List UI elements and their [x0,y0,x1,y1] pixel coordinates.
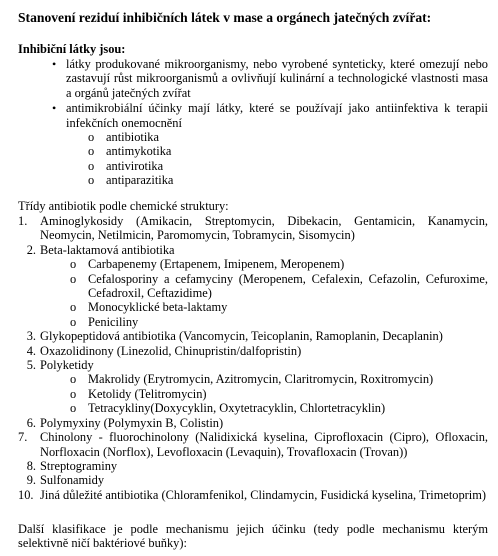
item-text: Aminoglykosidy (Amikacin, Streptomycin, Dibekacin, Gentamicin, Kanamycin, Neomycin, Netilmicin, Paromomycin, Tobramycin, Sisomycin) [40,214,488,243]
class-item [18,329,488,343]
item-text: Glykopeptidová antibiotika (Vancomycin, Teicoplanin, Ramoplanin, Decaplanin) [40,329,443,344]
item-number: 7. [18,430,28,445]
sub-item-text: Peniciliny [88,314,139,329]
class-item [18,473,488,487]
class-item [18,344,488,358]
circle-bullet-icon: o [70,386,77,401]
class-item [18,430,488,459]
footer-paragraph: Další klasifikace je podle mechanismu jejich účinku (tedy podle mechanismu kterým selektivně ničí baktériové buňky): [18,522,488,551]
sub-item-text: antimykotika [106,144,172,159]
inhibitors-bullet-item [18,57,488,100]
sub-item-text: Monocyklické beta-laktamy [88,300,228,315]
circle-bullet-icon: o [88,144,95,159]
class-sub-item [18,372,488,386]
item-number: 1. [18,214,28,228]
circle-bullet-icon: o [70,300,77,315]
item-number: 10. [18,487,34,502]
class-sub-item [18,272,488,301]
class-sub-item [18,401,488,415]
sub-item-text: Carbapenemy (Ertapenem, Imipenem, Meropenem) [88,257,345,272]
classes-heading: Třídy antibiotik podle chemické struktury: [18,199,229,213]
class-sub-item [18,257,488,271]
inhibitors-sub-item [18,173,488,187]
item-text: Streptograminy [40,458,118,473]
item-text: Chinolony - fluorochinolony (Nalidixická kyselina, Ciprofloxacin (Cipro), Ofloxacin, Norfloxacin (Norflox), Levofloxacin (Levaquin), Trovafloxacin (Trovan)) [40,430,488,459]
item-number: 4. [26,343,36,358]
sub-item-text: antibiotika [106,130,159,145]
item-number: 9. [26,473,36,488]
inhibitors-bullet-list [18,57,488,188]
class-item [18,416,488,430]
sub-item-text: antivirotika [106,158,164,173]
page-title: Stanovení reziduí inhibičních látek v mase a orgánech jatečných zvířat: [18,10,432,25]
class-item [18,214,488,243]
bullet-icon: • [52,57,57,71]
circle-bullet-icon: o [70,401,77,416]
class-item [18,358,488,372]
bullet-text: látky produkované mikroorganismy, nebo vyrobené synteticky, které omezují nebo zastavují růst mikroorganismů a ovlivňují kulinární a technologické vlastnosti masa a orgánů jatečných zvířat [66,57,488,100]
antibiotic-classes-list [18,214,488,502]
circle-bullet-icon: o [70,257,77,272]
circle-bullet-icon: o [70,271,77,286]
item-number: 8. [26,458,36,473]
item-number: 3. [26,329,36,344]
inhibitors-bullet-item [18,101,488,130]
circle-bullet-icon: o [70,314,77,329]
class-item [18,459,488,473]
bullet-icon: • [52,101,57,116]
item-number: 2. [26,242,36,257]
inhibitors-heading: Inhibiční látky jsou: [18,42,126,56]
circle-bullet-icon: o [88,158,95,173]
item-text: Polyketidy [40,358,94,373]
class-sub-item [18,315,488,329]
circle-bullet-icon: o [88,173,95,188]
inhibitors-sub-item [18,144,488,158]
item-text: Sulfonamidy [40,473,105,488]
item-text: Oxazolidinony (Linezolid, Chinupristin/dalfopristin) [40,343,302,358]
inhibitors-sub-item [18,130,488,144]
class-sub-item [18,300,488,314]
inhibitors-sub-item [18,159,488,173]
class-sub-item [18,387,488,401]
sub-item-text: Cefalosporiny a cefamyciny (Meropenem, Cefalexin, Cefazolin, Cefuroxime, Cefadroxil, Ceftazidime) [88,271,488,301]
bullet-text: antimikrobiální účinky mají látky, které se používají jako antiinfektiva k terapii infekčních onemocnění [66,101,488,130]
item-text: Polymyxiny (Polymyxin B, Colistin) [40,415,224,430]
item-text: Beta-laktamová antibiotika [40,242,175,257]
class-item [18,488,488,502]
item-number: 6. [26,415,36,430]
sub-item-text: Makrolidy (Erytromycin, Azitromycin, Claritromycin, Roxitromycin) [88,372,434,387]
circle-bullet-icon: o [88,130,95,145]
sub-item-text: Ketolidy (Telitromycin) [88,386,207,401]
item-number: 5. [26,358,36,373]
circle-bullet-icon: o [70,372,77,387]
sub-item-text: antiparazitika [106,173,174,188]
class-item [18,243,488,257]
item-text: Jiná důležité antibiotika (Chloramfenikol, Clindamycin, Fusidická kyselina, Trimetoprim) [40,487,486,502]
sub-item-text: Tetracykliny(Doxycyklin, Oxytetracyklin, Chlortetracyklin) [88,401,386,416]
